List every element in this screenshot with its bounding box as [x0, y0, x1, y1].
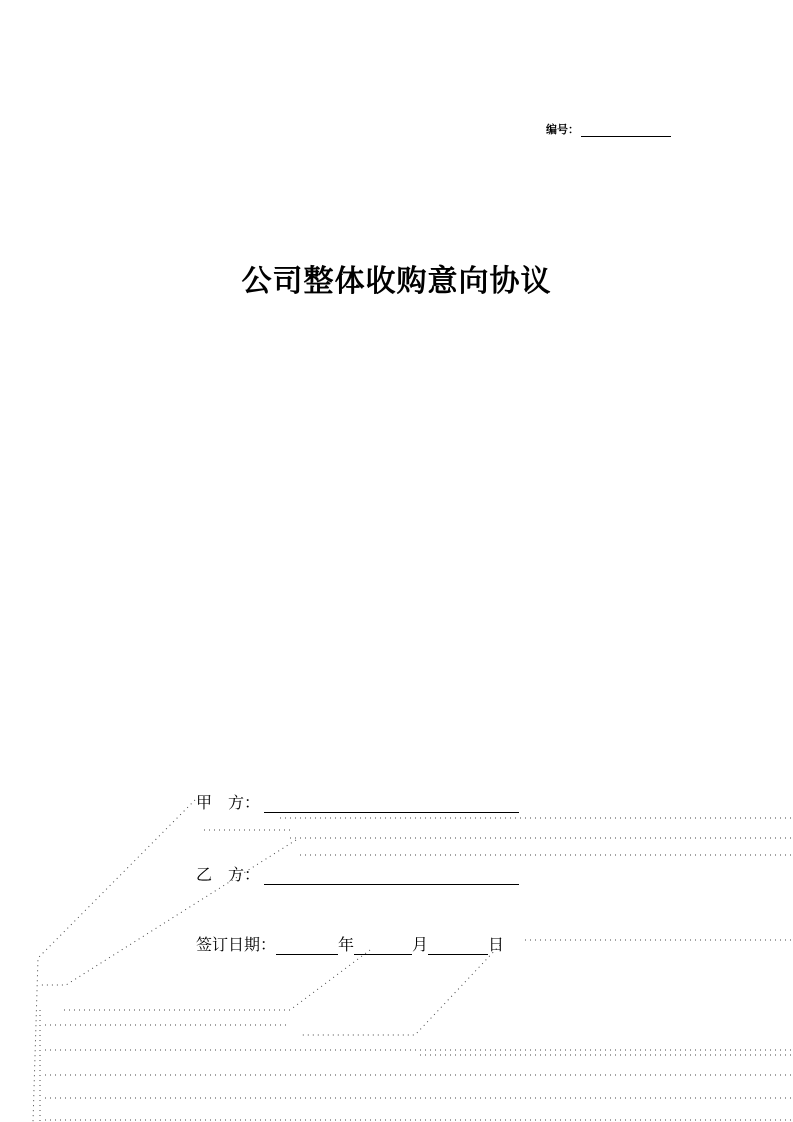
document-number-blank[interactable]: [581, 124, 671, 137]
day-blank[interactable]: [428, 938, 488, 955]
party-b-label: 乙 方：: [196, 865, 261, 884]
day-label: 日: [488, 935, 505, 954]
sign-date-label: 签订日期：: [196, 935, 277, 954]
dotted-diagonal-left: [33, 800, 195, 1122]
document-number-label: 编号：: [546, 123, 579, 136]
party-a-blank[interactable]: [264, 796, 519, 813]
month-label: 月: [412, 935, 429, 954]
document-title: 公司整体收购意向协议: [241, 264, 552, 299]
party-a-label: 甲 方：: [196, 793, 261, 812]
year-label: 年: [338, 935, 355, 954]
party-a-field: [196, 790, 519, 813]
month-blank[interactable]: [354, 938, 412, 955]
party-b-field: [196, 862, 519, 885]
year-blank[interactable]: [276, 938, 338, 955]
sign-date-field: [196, 932, 504, 955]
document-number-field: [546, 121, 671, 137]
party-b-blank[interactable]: [264, 868, 519, 885]
